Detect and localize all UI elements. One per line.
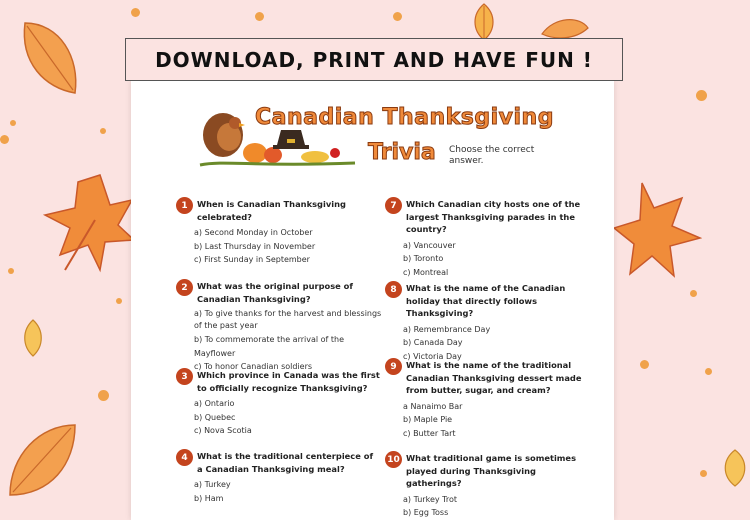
answer-option[interactable]: b) Ham bbox=[194, 493, 224, 503]
question-number-badge: 8 bbox=[385, 281, 402, 298]
question-9 bbox=[385, 358, 590, 440]
answer-option[interactable]: a) Vancouver bbox=[403, 240, 456, 250]
instruction-text: Choose the correct answer. bbox=[449, 145, 535, 166]
question-text: What was the original purpose of Canadian Thanksgiving? bbox=[197, 281, 353, 304]
autumn-leaf-icon bbox=[5, 420, 80, 500]
question-10 bbox=[385, 451, 590, 520]
answer-option[interactable]: a) Turkey Trot bbox=[403, 494, 457, 504]
answer-option[interactable]: a Nanaimo Bar bbox=[403, 401, 463, 411]
decor-dot bbox=[700, 470, 707, 477]
question-text: What traditional game is sometimes played during Thanksgiving gatherings? bbox=[406, 453, 577, 488]
autumn-leaf-icon bbox=[720, 448, 750, 488]
question-4 bbox=[176, 449, 381, 505]
decor-dot bbox=[393, 12, 402, 21]
answer-option[interactable]: b) Last Thursday in November bbox=[194, 241, 316, 251]
answer-option[interactable]: b) To commemorate the arrival of the Mayflower bbox=[194, 335, 345, 358]
decor-dot bbox=[98, 390, 109, 401]
answer-option[interactable]: b) Egg Toss bbox=[403, 508, 449, 517]
decor-dot bbox=[696, 90, 707, 101]
decor-dot bbox=[8, 268, 14, 274]
autumn-leaf-icon bbox=[15, 18, 85, 98]
decor-dot bbox=[690, 290, 697, 297]
answer-option[interactable]: c) Montreal bbox=[403, 267, 449, 277]
decor-dot bbox=[116, 298, 122, 304]
question-text: What is the name of the Canadian holiday that directly follows Thanksgiving? bbox=[406, 283, 566, 318]
question-text: What is the name of the traditional Canadian Thanksgiving dessert made from butter, sugar, and cream? bbox=[406, 360, 582, 395]
answer-option[interactable]: a) Remembrance Day bbox=[403, 324, 491, 334]
decor-dot bbox=[10, 120, 16, 126]
question-2 bbox=[176, 279, 381, 374]
question-text: What is the traditional centerpiece of a Canadian Thanksgiving meal? bbox=[197, 451, 374, 474]
answer-option[interactable]: c) To honor Canadian soldiers bbox=[194, 362, 313, 371]
question-8 bbox=[385, 281, 590, 363]
question-number-badge: 2 bbox=[176, 279, 193, 296]
answer-option[interactable]: b) Quebec bbox=[194, 412, 236, 422]
decor-dot bbox=[131, 8, 140, 17]
question-number-badge: 1 bbox=[176, 197, 193, 214]
question-3 bbox=[176, 368, 381, 438]
answer-option[interactable]: b) Maple Pie bbox=[403, 415, 453, 424]
maple-leaf-icon bbox=[40, 170, 135, 280]
question-number-badge: 10 bbox=[385, 451, 402, 468]
question-text: Which Canadian city hosts one of the largest Thanksgiving parades in the country? bbox=[406, 199, 581, 234]
answer-option[interactable]: b) Canada Day bbox=[403, 338, 463, 347]
question-number-badge: 7 bbox=[385, 197, 402, 214]
answer-option[interactable]: a) To give thanks for the harvest and blessings of the past year bbox=[194, 309, 382, 330]
answer-option[interactable]: a) Second Monday in October bbox=[194, 228, 313, 237]
question-1 bbox=[176, 197, 381, 267]
answer-option[interactable]: c) Victoria Day bbox=[403, 351, 462, 361]
answer-option[interactable]: c) Butter Tart bbox=[403, 428, 456, 438]
download-banner bbox=[125, 38, 623, 81]
banner-text: DOWNLOAD, PRINT AND HAVE FUN ! bbox=[155, 47, 593, 72]
autumn-leaf-icon bbox=[20, 318, 46, 358]
page-title: Canadian Thanksgiving bbox=[255, 105, 554, 130]
decor-dot bbox=[705, 368, 712, 375]
question-text: When is Canadian Thanksgiving celebrated? bbox=[197, 199, 346, 222]
question-number-badge: 9 bbox=[385, 358, 402, 375]
decor-dot bbox=[640, 360, 649, 369]
page-subtitle: Trivia bbox=[368, 140, 436, 165]
question-number-badge: 4 bbox=[176, 449, 193, 466]
autumn-leaf-icon bbox=[470, 2, 498, 42]
answer-option[interactable]: c) First Sunday in September bbox=[194, 255, 310, 264]
answer-option[interactable]: c) Nova Scotia bbox=[194, 426, 252, 435]
decor-dot bbox=[255, 12, 264, 21]
question-7 bbox=[385, 197, 590, 279]
answer-option[interactable]: b) Toronto bbox=[403, 254, 444, 263]
answer-option[interactable]: a) Ontario bbox=[194, 399, 235, 408]
decor-dot bbox=[0, 135, 9, 144]
question-number-badge: 3 bbox=[176, 368, 193, 385]
question-text: Which province in Canada was the first to officially recognize Thanksgiving? bbox=[197, 370, 380, 393]
maple-leaf-icon bbox=[612, 178, 702, 283]
answer-option[interactable]: a) Turkey bbox=[194, 480, 231, 489]
decor-dot bbox=[100, 128, 106, 134]
